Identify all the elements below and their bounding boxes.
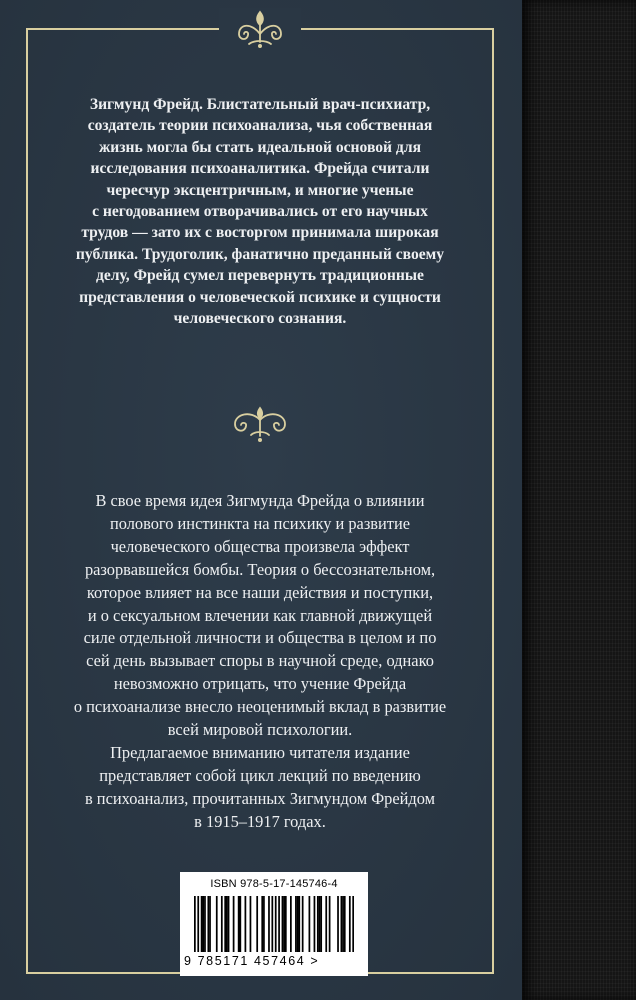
barcode-bar bbox=[352, 896, 354, 952]
description-text-line: Предлагаемое вниманию читателя издание bbox=[110, 742, 410, 762]
intro-text-line: публика. Трудоголик, фанатично преданный своему bbox=[75, 245, 445, 263]
barcode-bar bbox=[209, 896, 211, 952]
barcode-bar bbox=[224, 896, 226, 952]
barcode-bar bbox=[320, 896, 322, 952]
description-text-line: всей мировой психологии. bbox=[167, 720, 353, 740]
barcode-bar bbox=[319, 896, 321, 952]
barcode-bar bbox=[239, 896, 241, 952]
barcode-bar bbox=[329, 896, 331, 952]
barcode-bar bbox=[261, 896, 263, 952]
barcode-bar bbox=[295, 896, 297, 952]
barcode-bar bbox=[216, 896, 218, 952]
barcode-bar bbox=[268, 896, 270, 952]
barcode-bar bbox=[245, 896, 247, 952]
description-text-line: в 1915–1917 годах. bbox=[194, 811, 326, 831]
barcode-bar bbox=[325, 896, 327, 952]
barcode-bar bbox=[271, 896, 273, 952]
barcode-bar bbox=[233, 896, 235, 952]
barcode-bar bbox=[221, 896, 223, 952]
description-text-line: человеческого общества произвела эффект bbox=[110, 536, 410, 556]
description-text-line: В свое время идея Зигмунда Фрейда о влиянии bbox=[95, 491, 425, 510]
intro-text-line: создатель теории психоанализа, чья собственная bbox=[87, 117, 433, 135]
description-text-line: и о сексуальном влечении как главной движущей bbox=[87, 605, 433, 625]
intro-text-line: чересчур эксцентричным, и многие ученые bbox=[106, 181, 414, 199]
intro-text-line: представления о человеческой психике и сущности bbox=[79, 288, 441, 306]
barcode-bar bbox=[207, 896, 209, 952]
description-text-line: сей день вызывает споры в научной среде, однако bbox=[86, 651, 434, 671]
barcode-bar bbox=[290, 896, 292, 952]
barcode-digits: 9 785171 457464 > bbox=[184, 954, 320, 968]
top-flourish-ornament-icon bbox=[219, 8, 301, 50]
barcode-bar bbox=[204, 896, 206, 952]
intro-text-line: с негодованием отворачивались от его научных bbox=[92, 203, 428, 221]
barcode-bar bbox=[342, 896, 344, 952]
description-text-line: которое влияет на все наши действия и поступки, bbox=[86, 582, 434, 602]
description-text-line: о психоанализе внесло неоценимый вклад в развитие bbox=[73, 697, 447, 717]
barcode-bar bbox=[275, 896, 277, 952]
barcode-bar bbox=[298, 896, 300, 952]
decorative-frame bbox=[26, 28, 494, 974]
barcode-bar bbox=[263, 896, 265, 952]
isbn-label: ISBN 978-5-17-145746-4 bbox=[210, 878, 338, 890]
barcode-bar bbox=[282, 896, 284, 952]
description-text-line: в психоанализ, прочитанных Зигмундом Фрейдом bbox=[84, 788, 436, 808]
description-text-line: представляет собой цикл лекций по введению bbox=[99, 765, 421, 785]
middle-flourish-ornament-icon bbox=[225, 402, 295, 444]
barcode-bar bbox=[238, 896, 240, 952]
author-intro-text bbox=[46, 94, 474, 329]
barcode-bar bbox=[297, 896, 299, 952]
barcode-bar bbox=[341, 896, 343, 952]
description-text-line: силе отдельной личности и общества в целом и по bbox=[83, 628, 437, 648]
barcode-bars bbox=[194, 896, 354, 952]
barcode-bar bbox=[201, 896, 203, 952]
isbn-barcode bbox=[180, 872, 368, 976]
barcode-bar bbox=[302, 896, 304, 952]
description-text-line: невозможно отрицать, что учение Фрейда bbox=[113, 674, 407, 694]
barcode-bar bbox=[226, 896, 228, 952]
intro-text-line: Зигмунд Фрейд. Блистательный врач-психиатр, bbox=[89, 96, 431, 113]
barcode-bar bbox=[283, 896, 285, 952]
barcode-bar bbox=[317, 896, 319, 952]
book-spine-edge bbox=[522, 0, 636, 1000]
barcode-bar bbox=[278, 896, 280, 952]
description-text-line: разорвавшейся бомбы. Теория о бессознательном, bbox=[84, 559, 436, 579]
book-description-text bbox=[46, 490, 474, 834]
barcode-bar bbox=[314, 896, 316, 952]
barcode-bar bbox=[250, 896, 252, 952]
barcode-bar bbox=[344, 896, 346, 952]
barcode-bar bbox=[256, 896, 258, 952]
barcode-bar bbox=[197, 896, 199, 952]
barcode-bar bbox=[337, 896, 339, 952]
intro-text-line: исследования психоаналитика. Фрейда считали bbox=[90, 160, 430, 178]
barcode-bar bbox=[228, 896, 230, 952]
intro-text-line: трудов — зато их с восторгом принимала широкая bbox=[81, 224, 439, 242]
intro-text-line: человеческого сознания. bbox=[173, 310, 347, 328]
barcode-bar bbox=[194, 896, 196, 952]
barcode-bar bbox=[309, 896, 311, 952]
barcode-bar bbox=[285, 896, 287, 952]
description-text-line: полового инстинкта на психику и развитие bbox=[109, 513, 411, 533]
barcode-bar bbox=[202, 896, 204, 952]
intro-text-line: делу, Фрейд сумел перевернуть традиционные bbox=[96, 267, 424, 285]
intro-text-line: жизнь могла бы стать идеальной основой для bbox=[98, 138, 422, 156]
barcode-bar bbox=[349, 896, 351, 952]
